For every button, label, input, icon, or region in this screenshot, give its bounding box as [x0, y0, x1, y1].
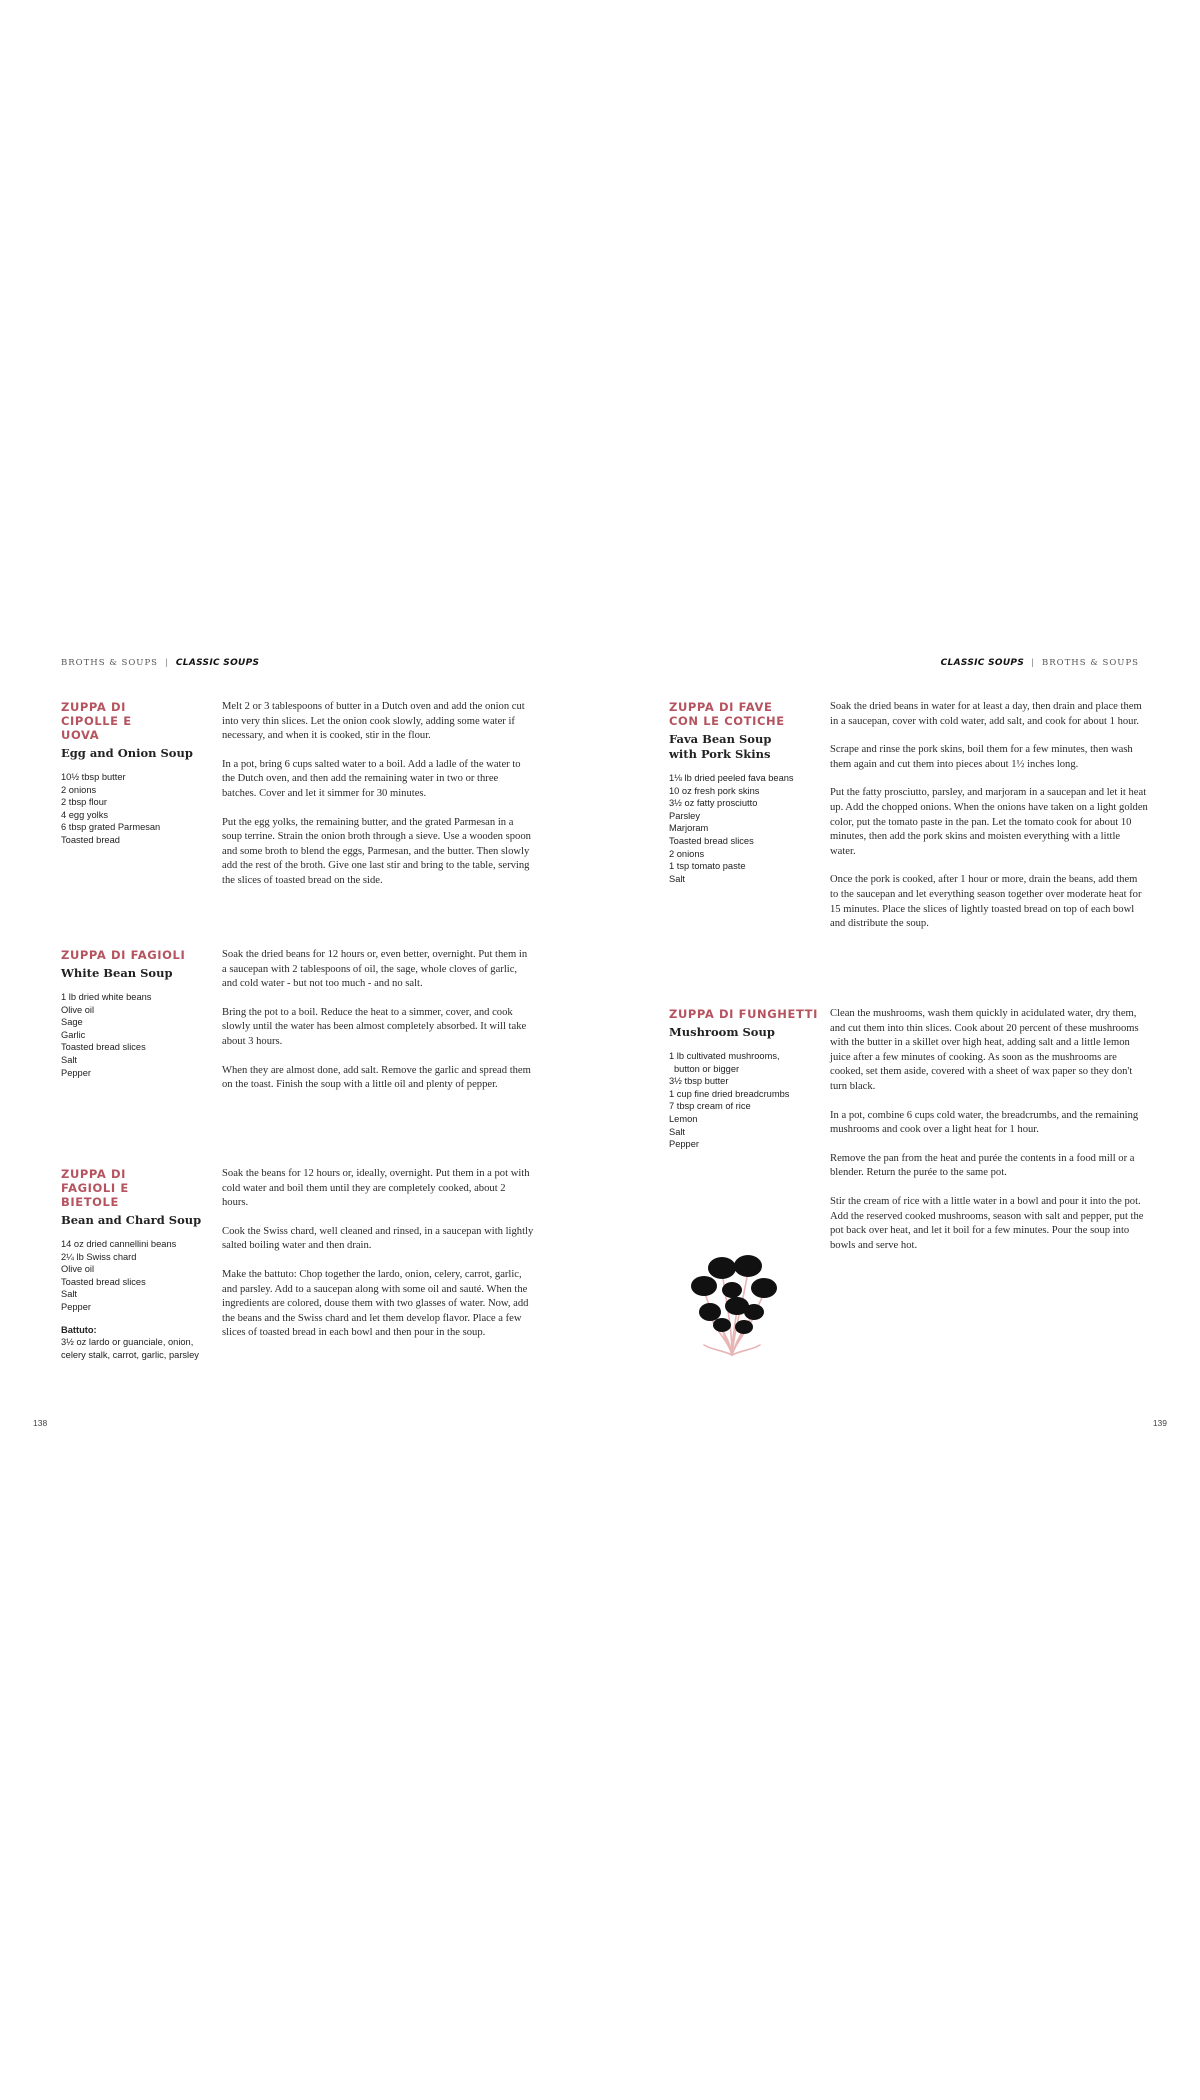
method-paragraph: Soak the dried beans for 12 hours or, even better, overnight. Put them in a saucepan with 2 tablespoons of oil, the sage, whole cloves of garlic, and cold water - but not too much - and no salt.: [222, 949, 528, 990]
ingredient-item: Garlic: [61, 1029, 86, 1040]
recipe-english-title: Mushroom Soup: [669, 1025, 775, 1039]
recipe-italian-title: ZUPPA DI FUNGHETTI: [669, 1007, 818, 1021]
method-paragraph: Soak the beans for 12 hours or, ideally, overnight. Put them in a pot with cold water and boil them until they are completely cooked, about 2 hours.: [222, 1168, 530, 1209]
method-paragraph: Remove the pan from the heat and purée the contents in a food mill or a blender. Return the purée to the same pot.: [830, 1152, 1135, 1179]
ingredient-item: Olive oil: [61, 1004, 95, 1015]
recipe-english-title: White Bean Soup: [61, 966, 173, 980]
method-paragraph: When they are almost done, add salt. Remove the garlic and spread them on the toast. Finish the soup with a little oil and plenty of pepper.: [222, 1064, 531, 1091]
method-paragraph: Cook the Swiss chard, well cleaned and rinsed, in a saucepan with lightly salted boiling water and then drain.: [222, 1225, 534, 1252]
ingredient-item: 1⅛ lb dried peeled fava beans: [669, 773, 794, 783]
method-paragraph: Put the egg yolks, the remaining butter, and the grated Parmesan in a soup terrine. Strain the onion broth through a sieve. Use a wooden spoon and some broth to blend the eggs, Parmesan, and the butter. Then slowly add the rest of the broth. Give one last stir and bring to the table, serving the slices of toasted bread on the side.: [222, 816, 531, 886]
recipe-italian-title: ZUPPA DI FAGIOLI E BIETOLE: [61, 1167, 129, 1209]
method-paragraph: Put the fatty prosciutto, parsley, and marjoram in a saucepan and let it heat up. Add the chopped onions. When the onions have taken on a light golden color, put the tomato paste in the pan. Let the tomato cook for about 10 minutes, then add the pork skins and moisten everything with a little water.: [830, 787, 1148, 857]
ingredient-item: 2¼ lb Swiss chard: [61, 1251, 137, 1262]
battuto-heading: Battuto:: [61, 1324, 97, 1335]
ingredient-item: 10½ tbsp butter: [61, 772, 126, 782]
page-number-right: 139: [1152, 1418, 1167, 1428]
ingredient-item: 2 tbsp flour: [61, 797, 107, 808]
recipe-method: [222, 948, 534, 1093]
mushroom-caps: [691, 1255, 777, 1334]
ingredient-list: [61, 1238, 211, 1314]
header-section-label: BROTHS & SOUPS: [1042, 658, 1139, 668]
ingredient-item: Parsley: [669, 810, 701, 821]
recipe-english-title: Bean and Chard Soup: [61, 1213, 202, 1227]
mushroom-cluster-illustration: [682, 1250, 782, 1360]
method-paragraph: Clean the mushrooms, wash them quickly in acidulated water, dry them, and cut them into thin slices. Cook about 20 percent of these mushrooms with the butter in a skillet over high heat, adding salt and a little lemon juice after a few minutes of cooking. As soon as the mushrooms are cooked, set them aside, covered with a sheet of wax paper so they don't turn black.: [830, 1008, 1139, 1092]
ingredient-item: 6 tbsp grated Parmesan: [61, 822, 161, 833]
recipe-sidebar: [669, 1007, 819, 1151]
header-separator: |: [165, 658, 169, 668]
header-chapter-stamp: CLASSIC SOUPS: [940, 658, 1025, 668]
ingredient-item: 7 tbsp cream of rice: [669, 1101, 751, 1112]
recipe-sidebar: [669, 700, 819, 885]
method-paragraph: Scrape and rinse the pork skins, boil them for a few minutes, then wash them again and cut them into pieces about 1½ inches long.: [830, 744, 1133, 770]
ingredient-item: Pepper: [61, 1067, 91, 1078]
ingredient-item: Sage: [61, 1017, 83, 1028]
ingredient-item: Pepper: [61, 1301, 91, 1312]
ingredient-item: 1 cup fine dried breadcrumbs: [669, 1088, 790, 1099]
left-running-header: [61, 658, 259, 668]
ingredient-item: Toasted bread slices: [669, 835, 754, 846]
method-paragraph: Bring the pot to a boil. Reduce the heat to a simmer, cover, and cook slowly until the water has been almost completely absorbed. It will take about 3 hours.: [222, 1006, 527, 1047]
method-paragraph: Soak the dried beans in water for at least a day, then drain and place them in a saucepan, cover with cold water, add salt, and cook for about 1 hour.: [830, 701, 1142, 727]
ingredient-item: 1 lb cultivated mushrooms,: [669, 1051, 780, 1061]
battuto-ingredients: 3½ oz lardo or guanciale, onion, celery stalk, carrot, garlic, parsley: [61, 1337, 199, 1360]
ingredient-item: Marjoram: [669, 823, 709, 834]
recipe-italian-title: ZUPPA DI CIPOLLE E UOVA: [61, 700, 132, 742]
ingredient-item: 14 oz dried cannellini beans: [61, 1239, 177, 1249]
method-paragraph: In a pot, combine 6 cups cold water, the breadcrumbs, and the remaining mushrooms and cook over a light heat for 1 hour.: [830, 1109, 1139, 1136]
recipe-italian-title: ZUPPA DI FAGIOLI: [61, 948, 186, 962]
ingredient-item: Toasted bread slices: [61, 1042, 146, 1053]
ingredient-item: Salt: [669, 873, 686, 884]
header-chapter-stamp: CLASSIC SOUPS: [175, 658, 260, 668]
method-paragraph: In a pot, bring 6 cups salted water to a boil. Add a ladle of the water to the Dutch oven, and then add the remaining water in two or three batches. Cover and let it simmer for 30 minutes.: [222, 758, 521, 799]
ingredient-item: 1 tsp tomato paste: [669, 861, 746, 872]
method-paragraph: Stir the cream of rice with a little water in a bowl and pour it into the pot. Add the reserved cooked mushrooms, season with salt and pepper, put the pot back over heat, and let it boil for a few minutes. Pour the soup into bowls and serve hot.: [830, 1195, 1144, 1251]
recipe-english-title: Fava Bean Soup with Pork Skins: [669, 732, 772, 761]
ingredient-item: Olive oil: [61, 1264, 95, 1275]
ingredient-item: Salt: [61, 1054, 78, 1065]
ingredient-list: [61, 771, 211, 847]
recipe-italian-title: ZUPPA DI FAVE CON LE COTICHE: [669, 700, 785, 728]
ingredient-item: 3½ tbsp butter: [669, 1076, 729, 1087]
ingredient-item: Toasted bread slices: [61, 1276, 146, 1287]
recipe-sidebar: [61, 1167, 211, 1361]
recipe-sidebar: [61, 948, 211, 1079]
ingredient-item: Salt: [61, 1289, 78, 1300]
ingredient-item: Toasted bread: [61, 834, 120, 845]
ingredient-item: 1 lb dried white beans: [61, 992, 152, 1002]
header-separator: |: [1031, 658, 1035, 668]
method-paragraph: Make the battuto: Chop together the lardo, onion, celery, carrot, garlic, and parsley. Add to a saucepan along with some oil and sauté. When the ingredients are colored, douse them with two glasses of water. Now, add the beans and the Swiss chard and let them develop flavor. Place a few slices of toasted bread in each bowl and then pour in the soup.: [222, 1268, 529, 1339]
ingredient-item: 3½ oz fatty prosciutto: [669, 798, 758, 809]
recipe-english-title: Egg and Onion Soup: [61, 746, 193, 760]
ingredient-list: [61, 991, 211, 1079]
method-paragraph: Melt 2 or 3 tablespoons of butter in a Dutch oven and add the onion cut into very thin slices. Let the onion cook slowly, adding some water if necessary, and when it is cooked, stir in the flour.: [222, 701, 525, 742]
ingredient-list: [669, 1050, 819, 1151]
recipe-method: [222, 700, 534, 889]
ingredient-item: 2 onions: [669, 848, 705, 859]
right-running-header: [941, 658, 1139, 668]
ingredient-item: 10 oz fresh pork skins: [669, 785, 760, 796]
ingredient-item: 2 onions: [61, 784, 97, 795]
ingredient-list: [669, 772, 819, 885]
ingredient-item: 4 egg yolks: [61, 809, 109, 820]
header-section-label: BROTHS & SOUPS: [61, 658, 158, 668]
ingredient-item: button or bigger: [674, 1063, 740, 1074]
ingredient-item: Lemon: [669, 1113, 698, 1124]
method-paragraph: Once the pork is cooked, after 1 hour or more, drain the beans, add them to the saucepan and let everything season together over moderate heat for 15 minutes. Place the slices of lightly toasted bread on top of each bowl and distribute the soup.: [830, 874, 1142, 930]
recipe-method: [222, 1167, 534, 1341]
page-number-left: 138: [33, 1418, 48, 1428]
recipe-method: [830, 700, 1148, 932]
recipe-method: [830, 1007, 1148, 1253]
ingredient-item: Pepper: [669, 1139, 699, 1150]
recipe-sidebar: [61, 700, 211, 847]
ingredient-item: Salt: [669, 1126, 686, 1137]
